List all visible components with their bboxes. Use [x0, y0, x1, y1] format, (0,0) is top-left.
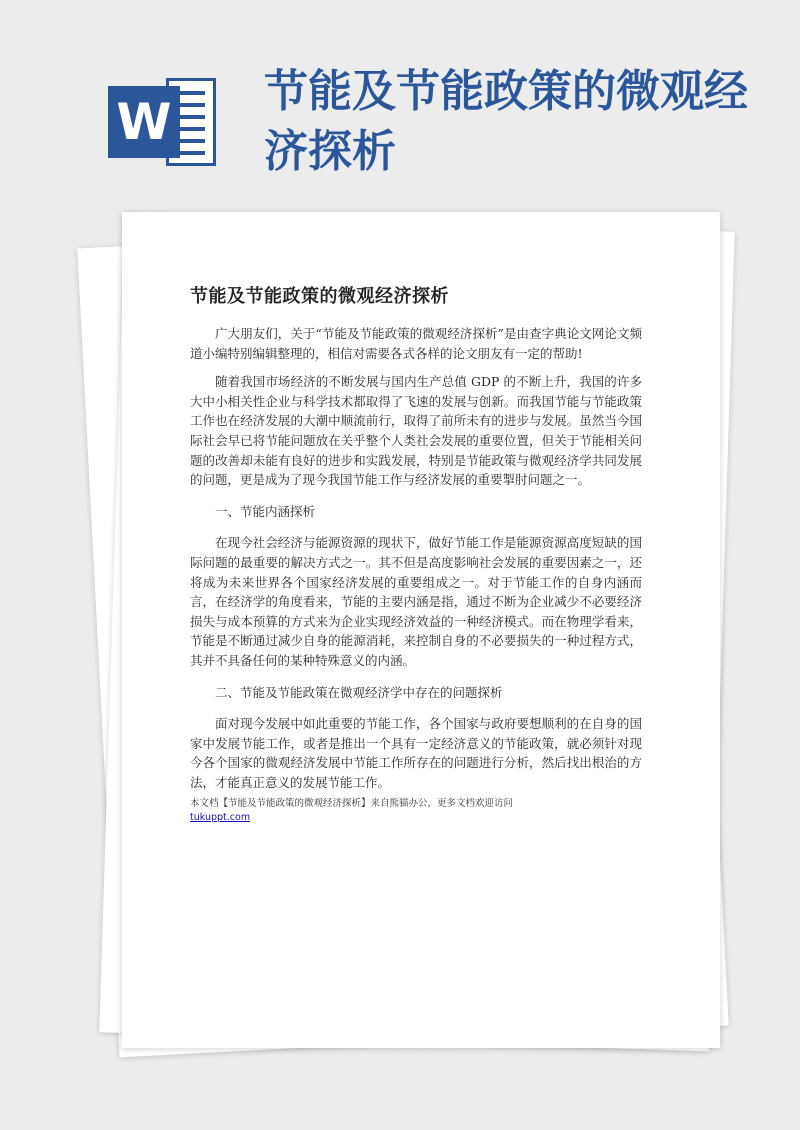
text-line [179, 103, 205, 107]
banner-title: 节能及节能政策的微观经济探析 [264, 66, 748, 177]
text-line [179, 115, 205, 119]
text-line [179, 139, 205, 143]
text-line [179, 127, 205, 131]
source-link[interactable]: tukuppt.com [190, 812, 251, 823]
text-line [179, 91, 205, 95]
document-title: 节能及节能政策的微观经济探析 [190, 286, 449, 307]
section-heading: 一、节能内涵探析 [215, 503, 316, 519]
body-paragraph: 随着我国市场经济的不断发展与国内生产总值 GDP 的不断上升，我国的许多大中小相关性企业与科学技术都取得了飞速的发展与创新。而我国节能与节能政策工作也在经济发展的大潮中顺流前行，取得了前所未有的进步与发展。虽然当今国际社会早已将节能问题放在关乎整个人类社会发展的重要位置，但关于节能相关问题的改善却未能有良好的进步和实践发展，特别是节能政策与微观经济学共同发展的问题，更是成为了现今我国节能工作与经济发展的重要掣肘问题之一。 [190, 374, 642, 488]
text-line [179, 151, 205, 155]
body-paragraph: 在现今社会经济与能源资源的现状下，做好节能工作是能源资源高度短缺的国际问题的最重要的解决方式之一。其不但是高度影响社会发展的重要因素之一，还将成为未来世界各个国家经济发展的重要组成之一。对于节能工作的自身内涵而言，在经济学的角度看来，节能的主要内涵是指，通过不断为企业减少不必要经济损失与成本预算的方式来为企业实现经济效益的一种经济模式。而在物理学看来，节能是不断通过减少自身的能源消耗，来控制自身的不必要损失的一种过程方式，其并不具备任何的某种特殊意义的内涵。 [190, 535, 642, 668]
word-document-icon [108, 72, 220, 172]
body-paragraph: 面对现今发展中如此重要的节能工作，各个国家与政府要想顺利的在自身的国家中发展节能工作，或者是推出一个具有一定经济意义的节能政策，就必须针对现今各个国家的微观经济发展中节能工作所存在的问题进行分析，然后找出根治的方法，才能真正意义的发展节能工作。 [190, 716, 642, 790]
word-letter-badge: W [108, 86, 180, 158]
intro-paragraph: 广大朋友们，关于“节能及节能政策的微观经济探析”是由查字典论文网论文频道小编特别编辑整理的，相信对需要各式各样的论文朋友有一定的帮助! [190, 326, 642, 361]
section-heading: 二、节能及节能政策在微观经济学中存在的问题探析 [215, 684, 503, 700]
document-body [190, 324, 642, 801]
source-note [190, 797, 650, 825]
source-note-text: 本文档【节能及节能政策的微观经济探析】来自熊猫办公，更多文档欢迎访问 [190, 798, 514, 809]
